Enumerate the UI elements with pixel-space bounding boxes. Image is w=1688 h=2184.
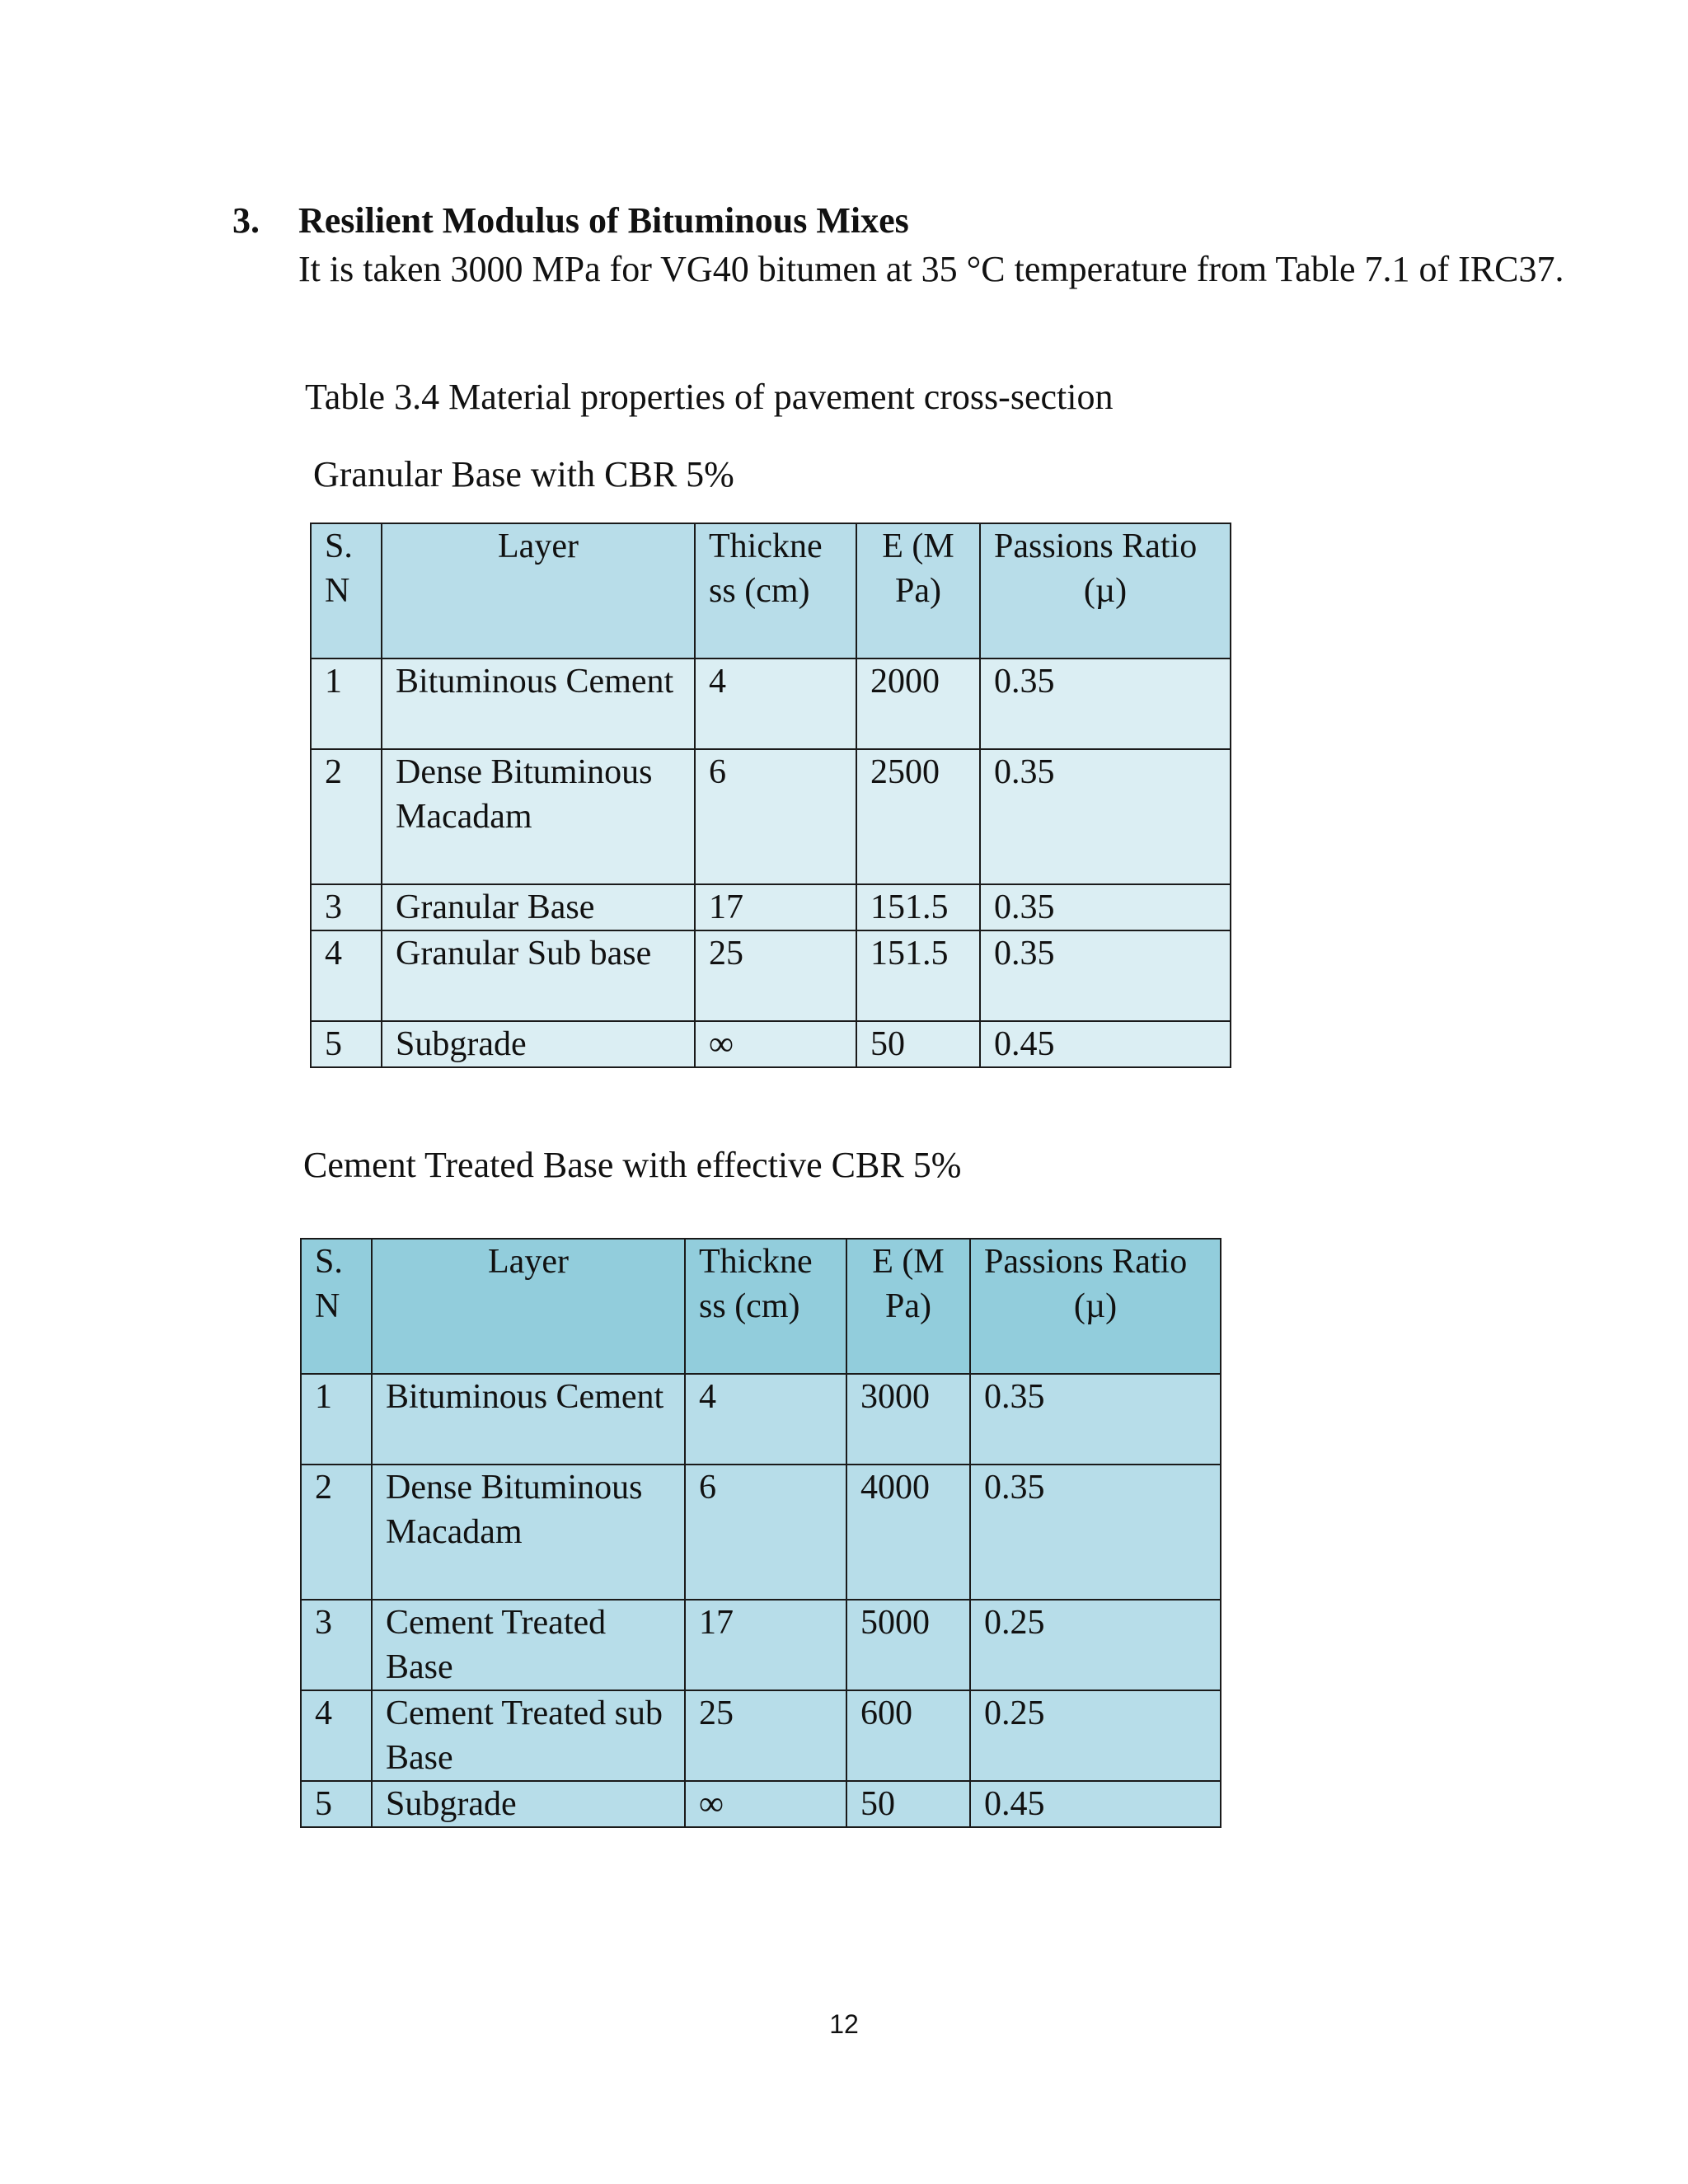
cell-sn: 1 — [311, 658, 382, 749]
cell-modulus: 3000 — [846, 1374, 970, 1465]
cell-layer: Dense Bituminous Macadam — [372, 1465, 685, 1600]
cell-layer: Dense Bituminous Macadam — [382, 749, 695, 884]
header-ratio — [970, 1239, 1221, 1374]
header-modulus: E (M Pa) — [846, 1239, 970, 1374]
table-row — [301, 1600, 1221, 1690]
cell-modulus: 4000 — [846, 1465, 970, 1600]
table-row — [301, 1465, 1221, 1600]
cell-ratio: 0.35 — [980, 749, 1231, 884]
cell-layer: Bituminous Cement — [372, 1374, 685, 1465]
cell-sn: 2 — [311, 749, 382, 884]
table-row — [301, 1374, 1221, 1465]
header-layer: Layer — [382, 523, 695, 658]
cell-thickness: 6 — [695, 749, 856, 884]
table-header-row — [311, 523, 1231, 658]
cell-ratio: 0.35 — [980, 884, 1231, 930]
cell-layer: Subgrade — [372, 1781, 685, 1827]
header-modulus: E (M Pa) — [856, 523, 980, 658]
cell-modulus: 151.5 — [856, 930, 980, 1021]
cell-ratio: 0.25 — [970, 1600, 1221, 1690]
header-ratio-unit: (µ) — [1083, 572, 1128, 610]
cell-thickness: 4 — [685, 1374, 846, 1465]
table-row — [311, 884, 1231, 930]
cement-treated-base-table — [300, 1238, 1221, 1828]
cell-layer: Bituminous Cement — [382, 658, 695, 749]
header-ratio-label: Passions Ratio — [994, 527, 1198, 565]
table-header-row — [301, 1239, 1221, 1374]
cell-sn: 3 — [311, 884, 382, 930]
cell-sn: 3 — [301, 1600, 372, 1690]
table-row — [301, 1781, 1221, 1827]
cell-ratio: 0.25 — [970, 1690, 1221, 1781]
cell-layer: Granular Base — [382, 884, 695, 930]
table-caption: Table 3.4 Material properties of pavement cross-section — [305, 377, 1114, 417]
header-sn: S. N — [311, 523, 382, 658]
cell-thickness: ∞ — [685, 1781, 846, 1827]
cell-thickness: 6 — [685, 1465, 846, 1600]
cell-ratio: 0.35 — [980, 658, 1231, 749]
page-number: 12 — [829, 2009, 859, 2039]
cell-modulus: 50 — [846, 1781, 970, 1827]
header-layer: Layer — [372, 1239, 685, 1374]
cell-ratio: 0.35 — [970, 1465, 1221, 1600]
cell-layer: Cement Treated Base — [372, 1600, 685, 1690]
table-row — [311, 930, 1231, 1021]
cell-sn: 4 — [301, 1690, 372, 1781]
header-ratio-label: Passions Ratio — [984, 1243, 1188, 1281]
section-heading — [232, 196, 909, 246]
cell-sn: 5 — [311, 1021, 382, 1067]
cell-thickness: ∞ — [695, 1021, 856, 1067]
cell-ratio: 0.45 — [980, 1021, 1231, 1067]
cell-thickness: 25 — [695, 930, 856, 1021]
cell-thickness: 25 — [685, 1690, 846, 1781]
table-row — [311, 1021, 1231, 1067]
table-row — [301, 1690, 1221, 1781]
cell-modulus: 2500 — [856, 749, 980, 884]
cell-ratio: 0.35 — [980, 930, 1231, 1021]
cell-ratio: 0.35 — [970, 1374, 1221, 1465]
table2-subtitle: Cement Treated Base with effective CBR 5% — [303, 1145, 962, 1185]
granular-base-table — [310, 523, 1231, 1068]
cell-sn: 4 — [311, 930, 382, 1021]
cell-modulus: 50 — [856, 1021, 980, 1067]
cell-sn: 1 — [301, 1374, 372, 1465]
header-ratio — [980, 523, 1231, 658]
cell-modulus: 5000 — [846, 1600, 970, 1690]
header-thickness: Thickne ss (cm) — [695, 523, 856, 658]
cell-layer: Granular Sub base — [382, 930, 695, 1021]
section-title: Resilient Modulus of Bituminous Mixes — [298, 200, 909, 241]
cell-sn: 2 — [301, 1465, 372, 1600]
cell-thickness: 17 — [685, 1600, 846, 1690]
cell-ratio: 0.45 — [970, 1781, 1221, 1827]
header-sn: S. N — [301, 1239, 372, 1374]
cell-modulus: 600 — [846, 1690, 970, 1781]
cell-layer: Cement Treated sub Base — [372, 1690, 685, 1781]
section-paragraph: It is taken 3000 MPa for VG40 bitumen at 35 °C temperature from Table 7.1 of IRC37. — [298, 249, 1564, 289]
cell-modulus: 151.5 — [856, 884, 980, 930]
cell-sn: 5 — [301, 1781, 372, 1827]
cell-modulus: 2000 — [856, 658, 980, 749]
cell-thickness: 4 — [695, 658, 856, 749]
cell-thickness: 17 — [695, 884, 856, 930]
cell-layer: Subgrade — [382, 1021, 695, 1067]
table1-subtitle: Granular Base with CBR 5% — [313, 454, 734, 494]
table-row — [311, 658, 1231, 749]
header-thickness: Thickne ss (cm) — [685, 1239, 846, 1374]
table-row — [311, 749, 1231, 884]
header-ratio-unit: (µ) — [1073, 1287, 1118, 1325]
section-number: 3. — [232, 200, 260, 241]
